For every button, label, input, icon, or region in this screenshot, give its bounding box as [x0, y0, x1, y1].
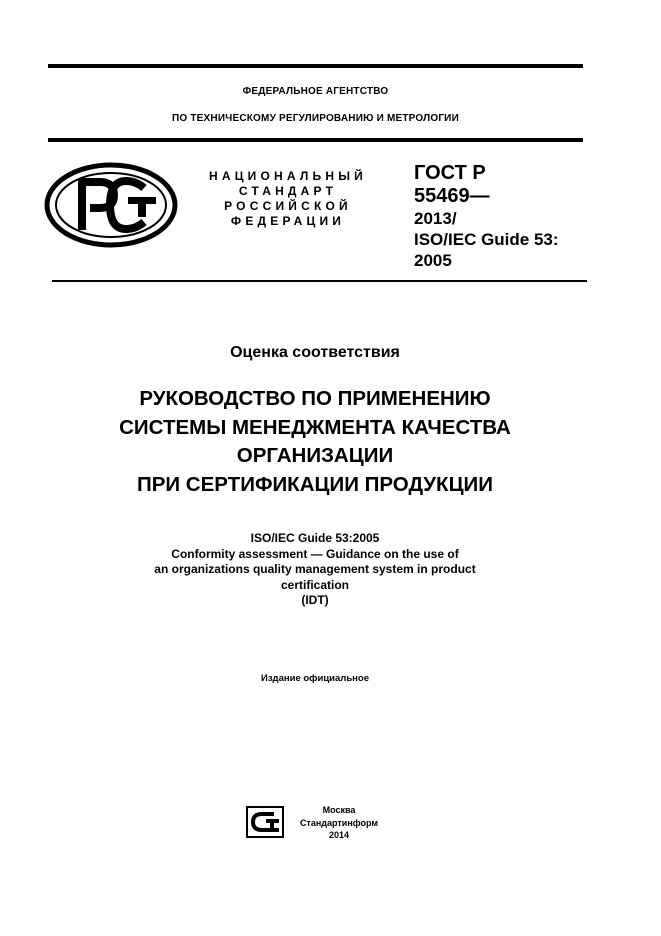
- publisher-info: [298, 804, 380, 842]
- standard-type-line3: РОССИЙСКОЙ: [224, 199, 352, 213]
- edition-label: Издание официальное: [261, 673, 369, 684]
- standard-type-line4: ФЕДЕРАЦИИ: [230, 214, 346, 228]
- iso-reference: [0, 531, 630, 609]
- designation-line3: 2013/: [414, 209, 457, 228]
- agency-name-line2: ПО ТЕХНИЧЕСКОМУ РЕГУЛИРОВАНИЮ И МЕТРОЛОГИИ: [172, 113, 459, 124]
- standartinform-logo-icon: [246, 806, 284, 838]
- iso-line2: Conformity assessment — Guidance on the use of: [171, 546, 459, 561]
- subtitle: Оценка соответствия: [230, 344, 400, 361]
- rst-gost-emblem-icon: [44, 162, 178, 248]
- document-title: [0, 385, 630, 499]
- designation-line1: ГОСТ Р: [414, 162, 486, 184]
- header-rule: [48, 138, 583, 142]
- standard-type-line1: НАЦИОНАЛЬНЫЙ: [208, 169, 368, 183]
- top-rule: [48, 64, 583, 68]
- title-line2: СИСТЕМЫ МЕНЕДЖМЕНТА КАЧЕСТВА: [119, 415, 511, 439]
- designation-line2: 55469—: [414, 185, 490, 207]
- publisher-year: 2014: [328, 830, 350, 840]
- title-line3: ОРГАНИЗАЦИИ: [236, 444, 394, 467]
- iso-line1: ISO/IEC Guide 53:2005: [250, 531, 380, 545]
- title-line1: РУКОВОДСТВО ПО ПРИМЕНЕНИЮ: [139, 387, 491, 410]
- iso-line4: certification: [280, 577, 349, 592]
- header-bottom-rule: [52, 280, 587, 282]
- title-line4: ПРИ СЕРТИФИКАЦИИ ПРОДУКЦИИ: [136, 472, 494, 496]
- designation-line5: 2005: [414, 251, 452, 270]
- standard-type-line2: СТАНДАРТ: [238, 184, 338, 198]
- iso-line5: (IDT): [301, 593, 329, 607]
- publisher-city: Москва: [322, 805, 356, 815]
- designation-line4: ISO/IEC Guide 53:: [414, 230, 559, 249]
- publisher-name: Стандартинформ: [299, 817, 379, 828]
- iso-line3: an organizations quality management system in product: [154, 562, 476, 576]
- agency-name-line1: ФЕДЕРАЛЬНОЕ АГЕНТСТВО: [242, 86, 389, 97]
- standard-designation: [414, 162, 594, 271]
